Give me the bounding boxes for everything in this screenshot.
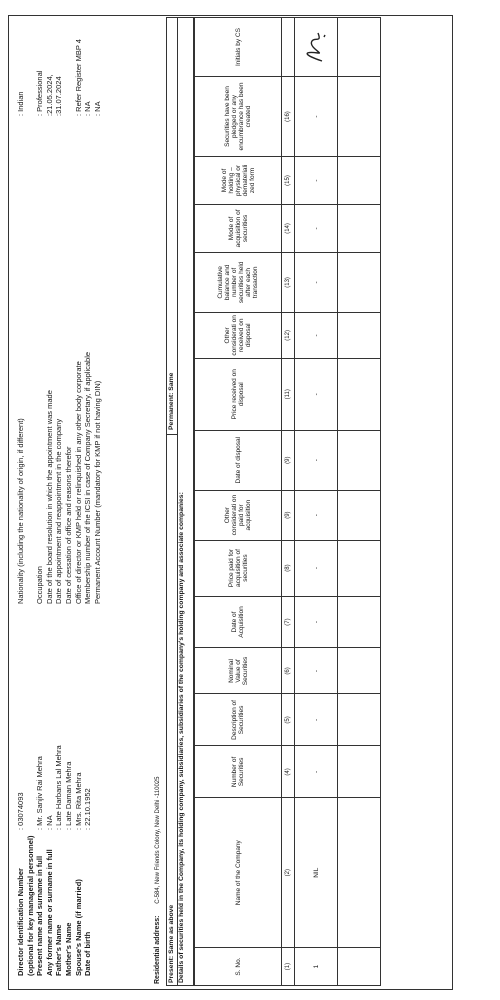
num-cell: (9) (282, 490, 295, 540)
table-row (295, 18, 338, 986)
securities-details-heading: Details of securities held in the Company, its holding company, subsidiaries, subsidiaries of the company's holding company and associate companies: (178, 492, 185, 983)
table-cell: - (295, 204, 338, 252)
header-other-consideration-paid: Other considerati on paid for acquisition (195, 490, 282, 540)
num-cell: (1) (282, 948, 295, 986)
value-former-name: : NA (44, 815, 54, 830)
num-cell: (9) (282, 430, 295, 490)
label-din: Director Identification Number (16, 868, 25, 976)
num-cell: (14) (282, 204, 295, 252)
header-cumulative-balance: Cumulative balance and number of securities held after each transaction (195, 252, 282, 312)
table-cell: - (295, 694, 338, 746)
table-number-row (282, 18, 295, 986)
table-cell (338, 204, 381, 252)
value-father-name: : Late Harbans Lal Mehra (54, 745, 64, 830)
present-address: Present: Same as above (168, 904, 175, 983)
header-nominal-value: Nominal Value of Securities (195, 648, 282, 694)
label-din-note: (optional for key managerial personnel) (25, 835, 35, 976)
label-occupation: Occupation (35, 566, 45, 604)
header-number-securities: Number of Securities (195, 746, 282, 798)
label-other-office: Office of director or KMP held or relinquished in any other body corporate (73, 361, 83, 604)
signature-icon (300, 27, 330, 67)
table-cell (338, 18, 381, 77)
address-text: C-584, New Friends Colony, New Delhi -110025 (155, 776, 161, 904)
table-cell (338, 490, 381, 540)
num-cell: (16) (282, 77, 295, 157)
header-price-paid: Price paid for acquisition of securities (195, 540, 282, 596)
label-former-name: Any former name or surname in full (44, 849, 54, 976)
table-cell (338, 540, 381, 596)
label-present-name: Present name and surname in full (35, 855, 45, 976)
director-values (16, 670, 93, 830)
table-cell (338, 252, 381, 312)
table-cell: 1 (295, 948, 338, 986)
value-present-name: : Mr. Sanjiv Rai Mehra (35, 756, 45, 830)
label-cessation: Date of cessation of office and reasons therefor (63, 446, 73, 604)
director-info-block (16, 26, 166, 976)
initials-signature (295, 18, 338, 77)
table-cell (338, 430, 381, 490)
table-cell: - (295, 746, 338, 798)
value-appointment: :31.07.2024 (54, 76, 64, 116)
num-cell: (11) (282, 358, 295, 430)
table-cell: - (295, 596, 338, 648)
value-din: : 03074093 (16, 792, 25, 830)
securities-table (194, 17, 381, 986)
table-cell (338, 948, 381, 986)
num-cell (282, 18, 295, 77)
table-cell: - (295, 252, 338, 312)
value-dob: : 22.10.1952 (83, 788, 93, 830)
label-board-resolution: Date of the board resolution in which the appointment was made (44, 390, 54, 604)
header-date-acquisition: Date of Acquisition (195, 596, 282, 648)
label-pan: Permanent Account Number (mandatory for KMP if not having DIN) (92, 380, 102, 604)
header-company-name: Name of the Company (195, 798, 282, 948)
table-row-empty (338, 18, 381, 986)
label-dob: Date of birth (83, 931, 93, 976)
table-cell: - (295, 156, 338, 204)
header-sno: S. No. (195, 948, 282, 986)
num-cell: (13) (282, 252, 295, 312)
value-occupation: : Professional (35, 70, 45, 116)
header-date-disposal: Date of disposal (195, 430, 282, 490)
header-price-received: Price received on disposal (195, 358, 282, 430)
table-cell (338, 798, 381, 948)
label-spouse-name: Spouse's Name (if married) (73, 879, 83, 976)
header-initials: Initials by CS (195, 18, 282, 77)
label-mother-name: Mother's Name (63, 922, 73, 976)
num-cell: (4) (282, 746, 295, 798)
divider-vertical (167, 434, 177, 435)
address-label: Residential address: (154, 915, 161, 984)
num-cell: (7) (282, 596, 295, 648)
table-cell: - (295, 358, 338, 430)
label-appointment: Date of appointment and reappointment in the company (54, 418, 64, 604)
value-icsi: : NA (83, 101, 93, 116)
value-din-note (26, 670, 36, 830)
table-cell: - (295, 490, 338, 540)
table-cell: - (295, 430, 338, 490)
value-board-resolution: :21.05.2024, (44, 74, 54, 116)
num-cell: (12) (282, 312, 295, 358)
table-cell: - (295, 648, 338, 694)
header-pledged: Securities have been pledged or any encumbrance has been created (195, 77, 282, 157)
value-nationality: : Indian (16, 91, 25, 116)
table-cell (338, 596, 381, 648)
label-nationality: Nationality (including the nationality of origin, if different) (16, 418, 25, 604)
table-cell: NIL (295, 798, 338, 948)
value-pan: : NA (92, 101, 102, 116)
value-blank (26, 26, 36, 116)
address-box (166, 17, 194, 986)
table-cell (338, 358, 381, 430)
table-cell: - (295, 312, 338, 358)
num-cell: (5) (282, 694, 295, 746)
value-mother-name: : Late Daman Mehra (63, 761, 73, 830)
label-icsi: Membership number of the ICSI in case of Company Secretary, if applicable (83, 351, 93, 604)
header-description: Description of Securities (195, 694, 282, 746)
header-other-consideration-received: Other considerati on received on disposal (195, 312, 282, 358)
table-cell: - (295, 540, 338, 596)
table-cell (338, 746, 381, 798)
table-cell (338, 694, 381, 746)
office-values (16, 26, 102, 116)
label-blank (26, 214, 36, 604)
num-cell: (8) (282, 540, 295, 596)
num-cell: (6) (282, 648, 295, 694)
director-labels (16, 836, 93, 976)
value-spouse-name: : Mrs. Rita Mehra (73, 772, 83, 830)
table-cell (338, 312, 381, 358)
label-father-name: Father's Name (54, 924, 64, 976)
header-mode-holding: Mode of holding – physical or demateriali zed form (195, 156, 282, 204)
table-cell (338, 77, 381, 157)
table-cell (338, 648, 381, 694)
value-other-office: : Refer Register MBP 4 (73, 39, 83, 116)
header-mode-acquisition: Mode of acquisition of securities (195, 204, 282, 252)
num-cell: (2) (282, 798, 295, 948)
office-labels (16, 214, 102, 604)
table-cell (338, 156, 381, 204)
table-header-row (195, 18, 282, 986)
num-cell: (15) (282, 156, 295, 204)
table-cell: - (295, 77, 338, 157)
value-cessation (64, 26, 74, 116)
permanent-address: Permanent: Same (168, 372, 175, 430)
